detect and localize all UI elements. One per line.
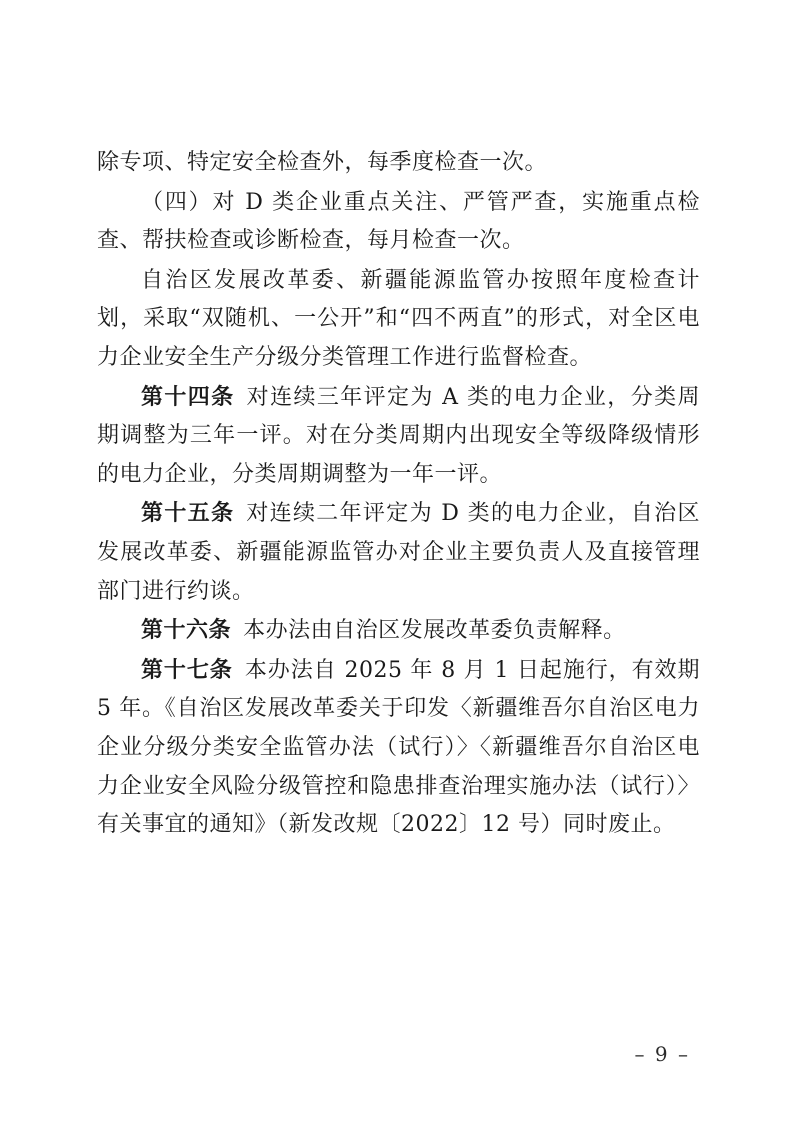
paragraph-article-15 — [97, 494, 700, 611]
paragraph-text: 除专项、特定安全检查外，每季度检查一次。 — [97, 150, 548, 175]
paragraph-text: 本办法由自治区发展改革委负责解释。 — [243, 618, 626, 644]
article-term: 第十六条 — [141, 617, 232, 644]
paragraph-article-17 — [97, 651, 700, 845]
paragraph-text: 本办法自 2025 年 8 月 1 日起施行，有效期 5 年。《自治区发展改革委关于印发〈新疆维吾尔自治区电力企业分级分类安全监管办法（试行）〉〈新疆维吾尔自治区电力企业安全风险分级管控和隐患排查治理实施办法（试行）〉有关事宜的通知》（新发改规〔2022〕12 号）同时废止。 — [97, 657, 700, 838]
paragraph-text: 自治区发展改革委、新疆能源监管办按照年度检查计划，采取“双随机、一公开”和“四不两直”的形式，对全区电力企业安全生产分级分类管理工作进行监督检查。 — [97, 267, 700, 370]
paragraph-supervision — [97, 261, 700, 378]
document-body — [97, 143, 700, 845]
page-number: – 9 – — [634, 1042, 690, 1066]
paragraph-text: （四）对 D 类企业重点关注、严管严查，实施重点检查、帮扶检查或诊断检查，每月检查一次。 — [97, 189, 700, 254]
paragraph-continuation — [97, 143, 700, 183]
paragraph-item-4 — [97, 183, 700, 261]
paragraph-article-16 — [97, 611, 700, 651]
article-term: 第十七条 — [141, 656, 233, 683]
article-term: 第十四条 — [141, 383, 235, 410]
paragraph-text: 对连续三年评定为 A 类的电力企业，分类周期调整为三年一评。对在分类周期内出现安全等级降级情形的电力企业，分类周期调整为一年一评。 — [97, 384, 700, 487]
article-term: 第十五条 — [141, 500, 235, 527]
paragraph-text: 对连续二年评定为 D 类的电力企业，自治区发展改革委、新疆能源监管办对企业主要负责人及直接管理部门进行约谈。 — [97, 501, 700, 604]
paragraph-article-14 — [97, 378, 700, 495]
